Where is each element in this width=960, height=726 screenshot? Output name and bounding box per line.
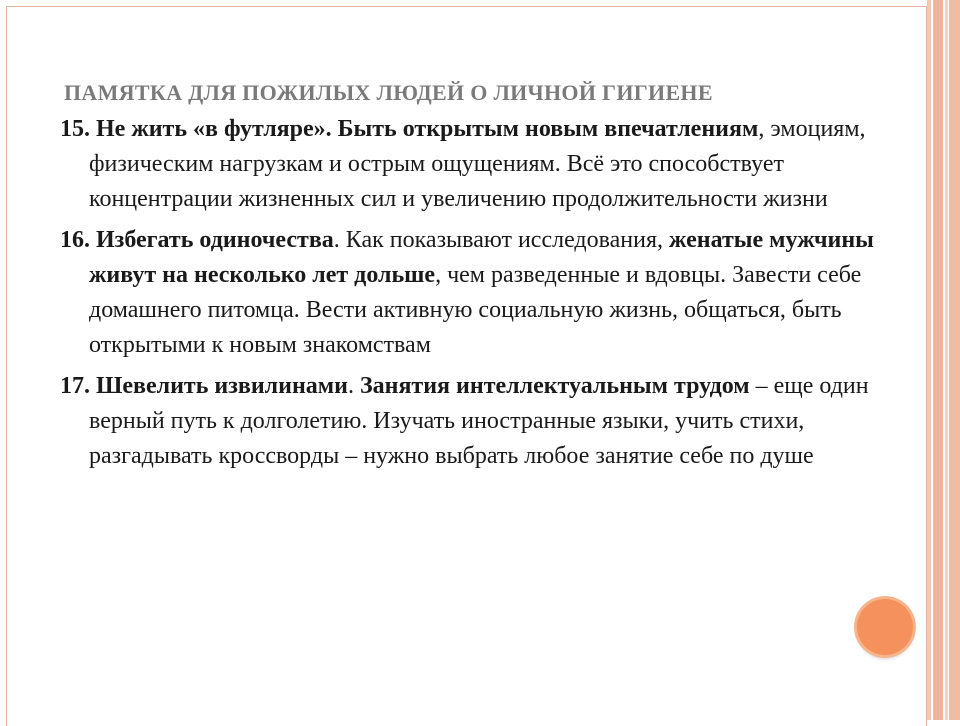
slide-title: ПАМЯТКА ДЛЯ ПОЖИЛЫХ ЛЮДЕЙ О ЛИЧНОЙ ГИГИЕНЕ <box>64 80 713 105</box>
item-bold-text: Не жить «в футляре». Быть открытым новым впечатлениям <box>96 116 759 142</box>
item-text: , эмоциям, физическим нагрузкам и острым ощущениям. Всё это способствует концентрации жизненных сил и увеличению продолжительности жизни <box>89 116 866 212</box>
item-number: 17. <box>60 373 90 399</box>
list-item-17 <box>60 369 910 474</box>
item-bold-text: Шевелить извилинами <box>96 373 348 399</box>
item-bold-text: Избегать одиночества <box>96 227 334 253</box>
decorative-side-stripes <box>927 0 960 720</box>
item-number: 16. <box>60 227 90 253</box>
list-item-15 <box>60 112 910 217</box>
item-number: 15. <box>60 116 90 142</box>
list-item-16 <box>60 223 910 363</box>
item-text: , чем разведенные и вдовцы. Завести себе домашнего питомца. Вести активную социальную жизнь, общаться, быть открытыми к новым знакомствам <box>89 262 862 358</box>
item-bold-text: женатые мужчины живут на несколько лет дольше <box>89 227 874 288</box>
item-text: – еще один верный путь к долголетию. Изучать иностранные языки, учить стихи, разгадывать кроссворды – нужно выбрать любое занятие себе по душе <box>89 373 869 469</box>
item-text: . Как показывают исследования, <box>333 227 670 253</box>
item-text: . <box>347 373 360 399</box>
item-bold-text: Занятия интеллектуальным трудом <box>359 373 750 399</box>
slide-content <box>60 112 910 480</box>
orange-circle-decoration <box>857 599 913 655</box>
